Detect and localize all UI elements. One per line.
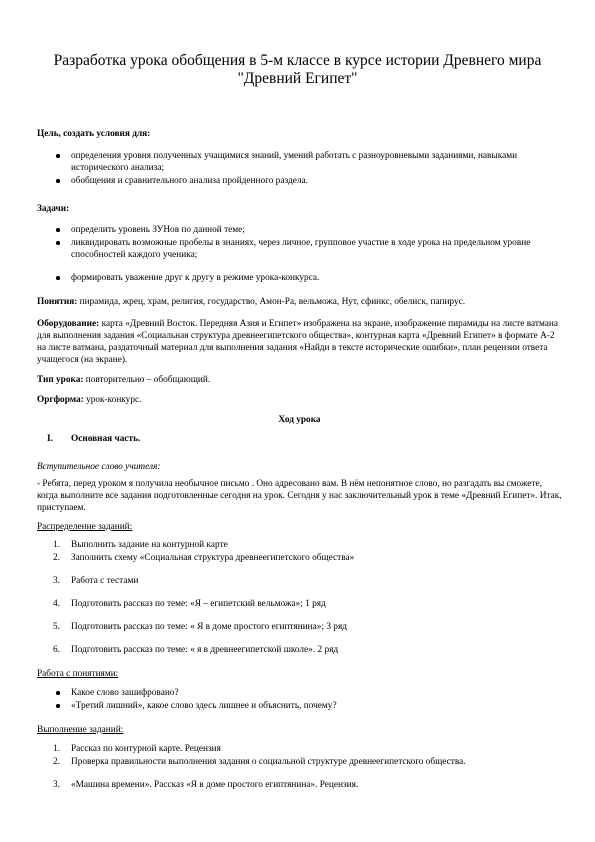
equipment-text: карта «Древний Восток. Передняя Азия и Египет» изображена на экране, изображение пирамиды на листе ватмана для выполнения задания «Социальная структура древнеегипетского общества», контурная карта «Древний Египет» в формате А-2 на листе ватмана, раздаточный материал для выполнения задания «Найди в тексте исторические ошибки», план рецензии ответа учащегося (на экране).	[37, 319, 558, 365]
title-line-2: "Древний Египет"	[237, 70, 358, 87]
goal-label: Цель, создать условия для:	[37, 129, 151, 139]
concepts-label: Понятия:	[37, 297, 78, 307]
concepts-text: пирамида, жрец, храм, религия, государство, Амон-Ра, вельможа, Нут, сфинкс, обелиск, папирус.	[77, 297, 466, 307]
title-line-1: Разработка урока обобщения в 5-м классе в курсе истории Древнего мира	[53, 52, 542, 69]
list-item: 6. Подготовить рассказ по теме: « я в древнеегипетской школе». 2 ряд	[53, 645, 339, 655]
distribution-label: Распределение заданий:	[37, 522, 133, 532]
list-item: ликвидировать возможные пробелы в знаниях, через личное, групповое участие в ходе урока на предельном уровне способностей каждого ученика;	[37, 237, 562, 261]
goal-list	[37, 150, 562, 187]
concepts-work-label: Работа с понятиями:	[37, 669, 119, 679]
lesson-type-text: повторительно – обобщающий.	[83, 375, 211, 385]
list-item: обобщения и сравнительного анализа пройденного раздела.	[37, 175, 562, 187]
execution-label: Выполнение заданий:	[37, 725, 124, 735]
page-title	[20, 52, 575, 88]
concepts-work-list	[37, 687, 562, 712]
list-item: определения уровня полученных учащимися знаний, умений работать с разноуровневыми заданиями, навыками исторического анализа;	[37, 150, 562, 174]
org-form-paragraph	[37, 394, 562, 406]
list-item: «Третий лишний», какое слово здесь лишнее и объяснить, почему?	[37, 700, 562, 712]
course-heading: Ход урока	[278, 415, 321, 425]
part-number: I.	[47, 434, 53, 444]
list-item: 5. Подготовить рассказ по теме: « Я в доме простого египтянина»; 3 ряд	[53, 622, 347, 632]
intro-text: - Ребята, перед уроком я получила необычное письмо . Оно адресовано вам. В нём непонятное слово, но разгадать вы сможете, когда выполните все задания подготовленные сегодня на урок. Сегодня у нас заключительный урок в теме «Древний Египет». Итак, приступаем.	[37, 479, 562, 513]
list-item: 3. Работа с тестами	[53, 576, 139, 586]
list-item: Какое слово зашифровано?	[37, 687, 562, 699]
list-item: 2. Заполнить схему «Социальная структура древнеегипетского общества»	[53, 553, 355, 563]
concepts-paragraph	[37, 296, 562, 308]
equipment-paragraph	[37, 318, 562, 366]
list-item: 3. «Машина времени». Рассказ «Я в доме простого египтянина». Рецензия.	[53, 780, 359, 790]
list-item: 1. Выполнить задание на контурной карте	[53, 540, 228, 550]
list-item: 1. Рассказ по контурной карте. Рецензия	[53, 744, 221, 754]
org-form-text: урок-конкурс.	[83, 395, 142, 405]
distribution-list	[37, 539, 562, 656]
tasks-label: Задачи:	[37, 204, 70, 214]
tasks-list	[37, 224, 562, 284]
intro-label: Вступительное слово учителя:	[37, 462, 161, 472]
org-form-label: Оргформа:	[37, 395, 84, 405]
list-item: определить уровень ЗУНов по данной теме;	[37, 224, 562, 236]
equipment-label: Оборудование:	[37, 319, 100, 329]
list-item: 2. Проверка правильности выполнения задания о социальной структуре древнеегипетского общества.	[53, 757, 466, 767]
list-item: 4. Подготовить рассказ по теме: «Я – египетский вельможа»; 1 ряд	[53, 599, 326, 609]
list-item: формировать уважение друг к другу в режиме урока-конкурса.	[37, 272, 562, 284]
lesson-type-label: Тип урока:	[37, 375, 84, 385]
part-title: Основная часть.	[71, 434, 141, 444]
execution-list	[37, 743, 562, 791]
lesson-type-paragraph	[37, 374, 562, 386]
